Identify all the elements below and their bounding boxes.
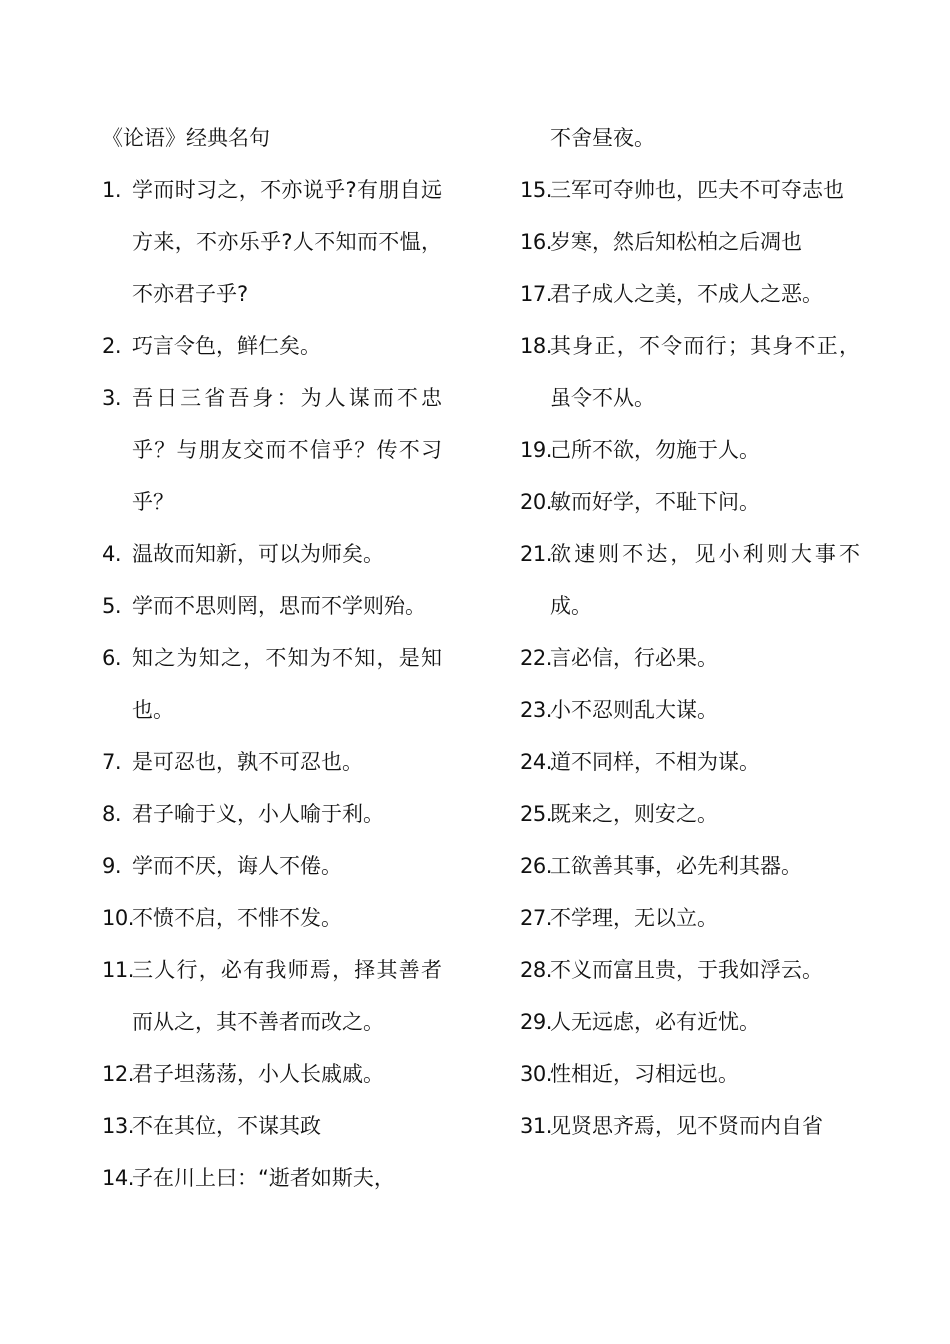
quote-item: [102, 372, 462, 528]
quote-text: 学而时习之，不亦说乎?有朋自远方来，不亦乐乎?人不知而不愠，不亦君子乎?: [132, 178, 442, 306]
quote-item: [520, 476, 880, 528]
quote-number: 21.: [520, 542, 552, 566]
right-quote-list: [520, 164, 880, 1152]
quote-item: [520, 788, 880, 840]
quote-number: 12.: [102, 1062, 134, 1086]
quote-number: 19.: [520, 438, 552, 462]
quote-text: 温故而知新，可以为师矣。: [132, 542, 384, 566]
quote-text: 工欲善其事，必先利其器。: [550, 854, 802, 878]
quote-number: 14.: [102, 1166, 134, 1190]
quote-item: [102, 1100, 462, 1152]
quote-item: [520, 1048, 880, 1100]
quote-text: 子在川上曰：“逝者如斯夫，: [132, 1166, 395, 1190]
document-title: 《论语》经典名句: [102, 126, 270, 150]
quote-text: 巧言令色，鲜仁矣。: [132, 334, 321, 358]
quote-number: 4.: [102, 542, 122, 566]
left-quote-list: [102, 164, 462, 1204]
quote-number: 10.: [102, 906, 134, 930]
right-column: [520, 112, 880, 1152]
quote-number: 23.: [520, 698, 552, 722]
quote-text: 其身正，不令而行；其身不正，虽令不从。: [550, 334, 860, 410]
quote-item: [102, 1152, 462, 1204]
quote-item: [520, 164, 880, 216]
quote-item: [102, 632, 462, 736]
quote-number: 25.: [520, 802, 552, 826]
quote-text: 君子成人之美，不成人之恶。: [550, 282, 823, 306]
quote-number: 27.: [520, 906, 552, 930]
quote-text: 吾日三省吾身：为人谋而不忠乎？与朋友交而不信乎？传不习乎？: [132, 386, 442, 514]
quote-continuation: 不舍昼夜。: [550, 126, 655, 150]
quote-text: 不在其位，不谋其政: [132, 1114, 321, 1138]
quote-text: 敏而好学，不耻下问。: [550, 490, 760, 514]
quote-item: [102, 528, 462, 580]
quote-item: [102, 736, 462, 788]
quote-text: 学而不厌，诲人不倦。: [132, 854, 342, 878]
quote-text: 君子坦荡荡，小人长戚戚。: [132, 1062, 384, 1086]
quote-number: 3.: [102, 386, 122, 410]
quote-number: 18.: [520, 334, 552, 358]
quote-number: 5.: [102, 594, 122, 618]
quote-number: 11.: [102, 958, 134, 982]
quote-number: 16.: [520, 230, 552, 254]
quote-item: [520, 944, 880, 996]
quote-item: [102, 840, 462, 892]
quote-number: 28.: [520, 958, 552, 982]
quote-item: [520, 1100, 880, 1152]
quote-number: 17.: [520, 282, 552, 306]
left-column: [102, 112, 462, 1204]
quote-number: 30.: [520, 1062, 552, 1086]
quote-text: 小不忍则乱大谋。: [550, 698, 718, 722]
quote-number: 29.: [520, 1010, 552, 1034]
quote-number: 8.: [102, 802, 122, 826]
quote-text: 君子喻于义，小人喻于利。: [132, 802, 384, 826]
quote-item: [102, 944, 462, 1048]
quote-text: 是可忍也，孰不可忍也。: [132, 750, 363, 774]
quote-item: [102, 892, 462, 944]
quote-text: 既来之，则安之。: [550, 802, 718, 826]
quote-number: 13.: [102, 1114, 134, 1138]
quote-item: [520, 320, 880, 424]
quote-item: [520, 736, 880, 788]
quote-item: [102, 788, 462, 840]
quote-item: [520, 684, 880, 736]
quote-item: [520, 892, 880, 944]
quote-item: [520, 840, 880, 892]
quote-item: [102, 1048, 462, 1100]
quote-number: 22.: [520, 646, 552, 670]
quote-number: 15.: [520, 178, 552, 202]
quote-text: 欲速则不达，见小利则大事不成。: [550, 542, 860, 618]
quote-item: [520, 268, 880, 320]
quote-text: 不义而富且贵，于我如浮云。: [550, 958, 823, 982]
quote-number: 2.: [102, 334, 122, 358]
quote-text: 岁寒，然后知松柏之后凋也: [550, 230, 802, 254]
quote-number: 31.: [520, 1114, 552, 1138]
quote-item: [102, 164, 462, 320]
quote-text: 学而不思则罔，思而不学则殆。: [132, 594, 426, 618]
quote-number: 9.: [102, 854, 122, 878]
quote-number: 24.: [520, 750, 552, 774]
quote-text: 知之为知之，不知为不知，是知也。: [132, 646, 442, 722]
quote-number: 26.: [520, 854, 552, 878]
quote-item: [102, 320, 462, 372]
quote-text: 三军可夺帅也，匹夫不可夺志也: [550, 178, 844, 202]
quote-item: [520, 996, 880, 1048]
quote-text: 不学理，无以立。: [550, 906, 718, 930]
quote-text: 己所不欲，勿施于人。: [550, 438, 760, 462]
quote-text: 性相近，习相远也。: [550, 1062, 739, 1086]
quote-item: [520, 424, 880, 476]
quote-item: [520, 216, 880, 268]
quote-text: 人无远虑，必有近忧。: [550, 1010, 760, 1034]
quote-text: 见贤思齐焉，见不贤而内自省: [550, 1114, 823, 1138]
quote-number: 20.: [520, 490, 552, 514]
quote-text: 道不同样，不相为谋。: [550, 750, 760, 774]
quote-text: 言必信，行必果。: [550, 646, 718, 670]
quote-item: [520, 632, 880, 684]
quote-text: 三人行，必有我师焉，择其善者而从之，其不善者而改之。: [132, 958, 442, 1034]
quote-item: [520, 528, 880, 632]
quote-number: 7.: [102, 750, 122, 774]
quote-text: 不愤不启，不悱不发。: [132, 906, 342, 930]
quote-number: 6.: [102, 646, 122, 670]
quote-item: [102, 580, 462, 632]
quote-number: 1.: [102, 178, 122, 202]
